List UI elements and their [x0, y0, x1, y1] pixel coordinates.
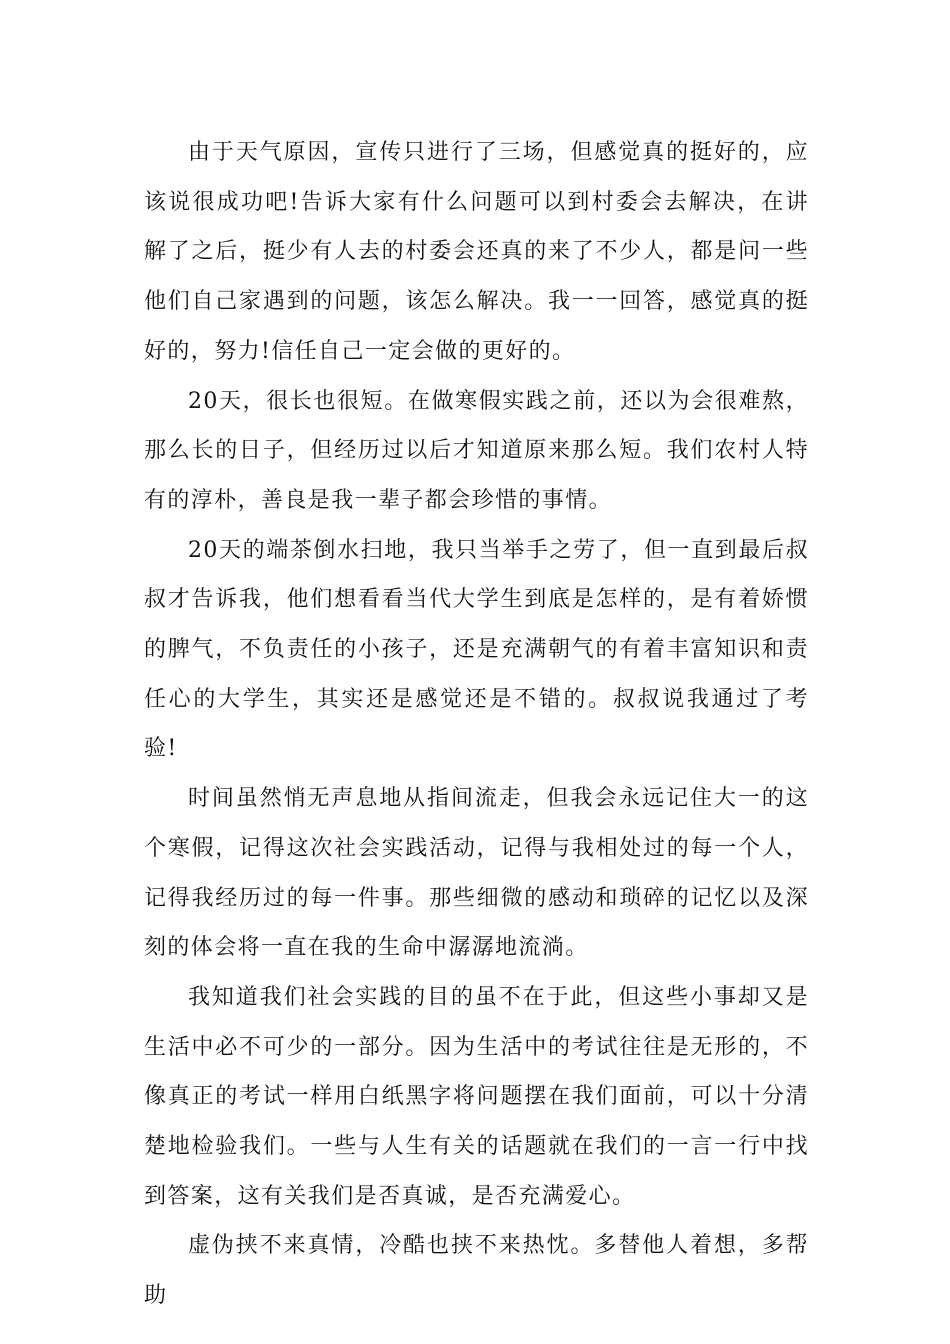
paragraph-2: 20天，很长也很短。在做寒假实践之前，还以为会很难熬，那么长的日子，但经历过以后才知道原来那么短。我们农村人特有的淳朴，善良是我一辈子都会珍惜的事情。 [144, 388, 809, 513]
paragraph-5: 我知道我们社会实践的目的虽不在于此，但这些小事却又是生活中必不可少的一部分。因为生活中的考试往往是无形的，不像真正的考试一样用白纸黑字将问题摆在我们面前，可以十分清楚地检验我们。一些与人生有关的话题就在我们的一言一行中找到答案，这有关我们是否真诚，是否充满爱心。 [144, 984, 809, 1209]
document-body [144, 128, 809, 1321]
paragraph-1: 由于天气原因，宣传只进行了三场，但感觉真的挺好的，应该说很成功吧!告诉大家有什么问题可以到村委会去解决，在讲解了之后，挺少有人去的村委会还真的来了不少人，都是问一些他们自己家遇到的问题，该怎么解决。我一一回答，感觉真的挺好的，努力!信任自己一定会做的更好的。 [144, 140, 809, 364]
paragraph-4: 时间虽然悄无声息地从指间流走，但我会永远记住大一的这个寒假，记得这次社会实践活动，记得与我相处过的每一个人，记得我经历过的每一件事。那些细微的感动和琐碎的记忆以及深刻的体会将一直在我的生命中潺潺地流淌。 [144, 786, 809, 961]
paragraph-6: 虚伪挟不来真情，冷酷也挟不来热忱。多替他人着想，多帮助 [144, 1233, 809, 1309]
paragraph-3: 20天的端茶倒水扫地，我只当举手之劳了，但一直到最后叔叔才告诉我，他们想看看当代大学生到底是怎样的，是有着娇惯的脾气，不负责任的小孩子，还是充满朝气的有着丰富知识和责任心的大学生，其实还是感觉还是不错的。叔叔说我通过了考验! [144, 537, 809, 762]
